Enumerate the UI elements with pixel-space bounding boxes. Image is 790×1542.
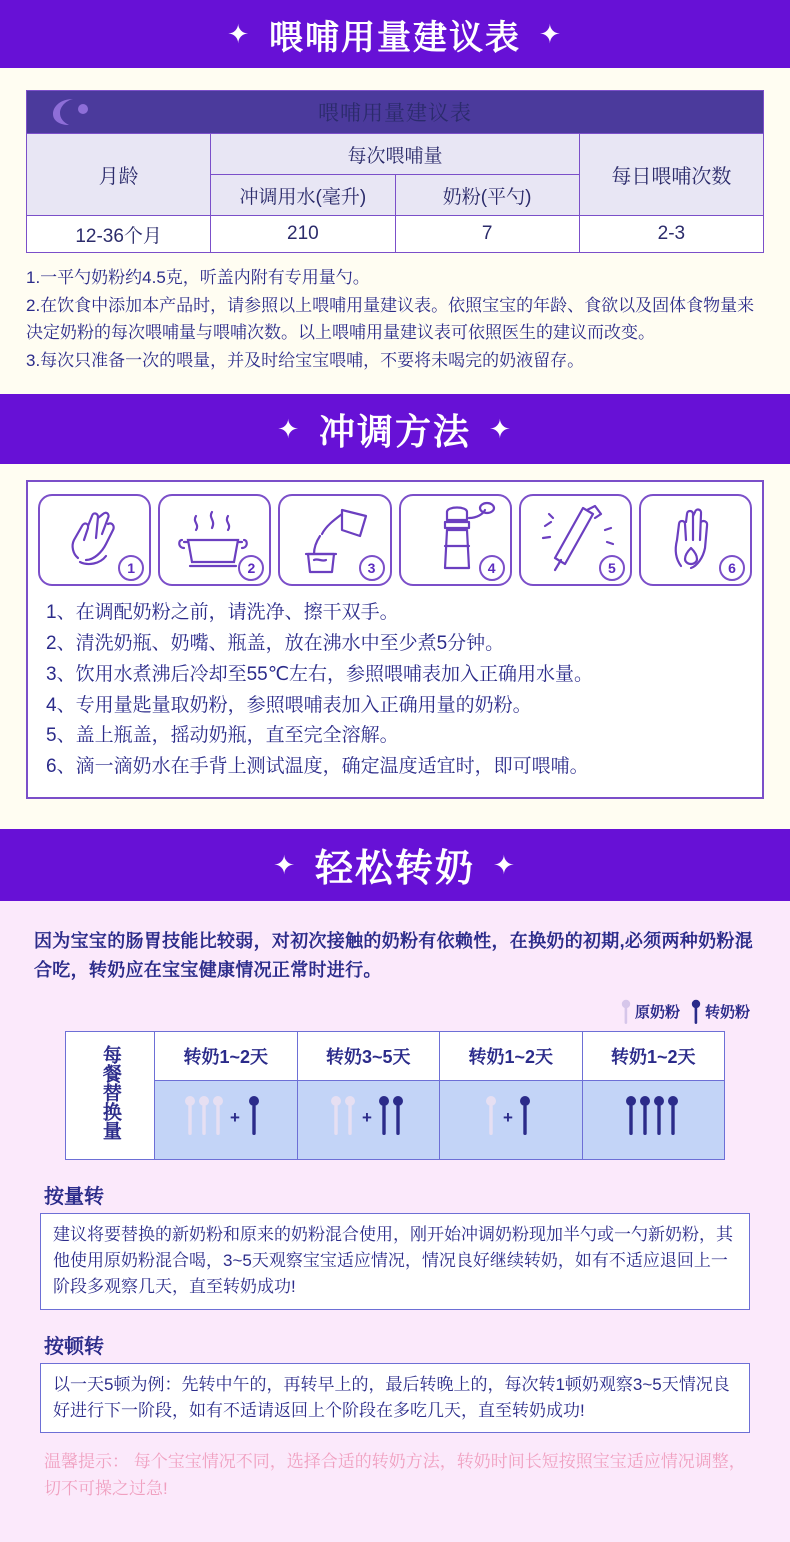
cell-times: 2-3: [579, 216, 763, 253]
step-number-5: 5: [599, 555, 625, 581]
table-row: [27, 216, 764, 253]
prep-step-4: 4、专用量匙量取奶粉，参照喂哺表加入正确用量的奶粉。: [46, 694, 532, 716]
step-cell-4: [399, 494, 512, 586]
by-meal-title: 按顿转: [44, 1335, 104, 1358]
svg-text:+: +: [502, 1108, 513, 1128]
cell-water: 210: [211, 216, 395, 253]
header-daily-times: 每日喂哺次数: [579, 134, 763, 216]
prep-step-5: 5、盖上瓶盖，摇动奶瓶，直至完全溶解。: [46, 725, 399, 747]
legend-old-label: 原奶粉: [634, 1004, 680, 1022]
step-number-6: 6: [719, 555, 745, 581]
table-title-text: 喂哺用量建议表: [318, 102, 472, 125]
note-2: 2.在饮食中添加本产品时，请参照以上喂哺用量建议表。依照宝宝的年龄、食欲以及固体食物量来决定奶粉的每次喂哺量与喂哺次数。以上喂哺用量建议表可依照医生的建议而改变。: [26, 296, 755, 342]
sparkle-left-icon: ✦: [227, 19, 251, 49]
header-powder: 奶粉(平勺): [395, 175, 579, 216]
stage-cell-1: [155, 1080, 298, 1159]
section-feeding-table: [0, 68, 790, 394]
note-3: 3.每次只准备一次的喂量，并及时给宝宝喂哺，不要将未喝完的奶液留存。: [26, 351, 585, 371]
prep-step-2: 2、清洗奶瓶、奶嘴、瓶盖，放在沸水中至少煮5分钟。: [46, 633, 505, 655]
preparation-steps-text: [38, 598, 752, 783]
legend-new-label: 转奶粉: [704, 1004, 750, 1022]
prep-step-6: 6、滴一滴奶水在手背上测试温度，确定温度适宜时，即可喂哺。: [46, 756, 589, 778]
step-cell-6: [639, 494, 752, 586]
preparation-icons-row: [38, 494, 752, 586]
table-title-cell: [27, 91, 764, 134]
banner-easy-switch: [0, 829, 790, 901]
stage-header-4: 转奶1~2天: [582, 1031, 725, 1080]
sparkle-right-icon: ✦: [493, 849, 517, 880]
stage-1-scoops: [166, 1089, 286, 1145]
step-number-2: 2: [238, 555, 264, 581]
note-1: 1.一平勺奶粉约4.5克，听盖内附有专用量勺。: [26, 268, 370, 287]
by-meal-text: 以一天5顿为例：先转中午的，再转早上的，最后转晚上的，每次转1顿奶观察3~5天情况良好进行下一阶段，如有不适请返回上个阶段在多吃几天，直至转奶成功!: [40, 1363, 750, 1434]
step-cell-1: [38, 494, 151, 586]
stage-header-3: 转奶1~2天: [440, 1031, 583, 1080]
stage-4-scoops: [593, 1089, 713, 1145]
stage-header-2: 转奶3~5天: [297, 1031, 440, 1080]
svg-text:+: +: [362, 1108, 373, 1128]
sparkle-left-icon: ✦: [273, 849, 297, 880]
stage-cell-2: [297, 1080, 440, 1159]
banner-feeding-table-title: 喂哺用量建议表: [269, 18, 521, 57]
banner-easy-switch-title: 轻松转奶: [314, 848, 475, 891]
by-amount-text: 建议将要替换的新奶粉和原来的奶粉混合使用，刚开始冲调奶粉现加半勺或一勺新奶粉，其他使用原奶粉混合喝，3~5天观察宝宝适应情况，情况良好继续转奶，如有不适应退回上一阶段多观察几天，直至转奶成功!: [40, 1213, 750, 1310]
cell-powder: 7: [395, 216, 579, 253]
legend-new-powder: [690, 999, 750, 1025]
stage-3-scoops: [451, 1089, 571, 1145]
sparkle-right-icon: ✦: [489, 414, 513, 445]
switch-intro-text: 因为宝宝的肠胃技能比较弱，对初次接触的奶粉有依赖性，在换奶的初期,必须两种奶粉混合吃，转奶应在宝宝健康情况正常时进行。: [34, 930, 753, 980]
switch-side-label: [66, 1031, 155, 1159]
switch-legend: [30, 999, 750, 1025]
svg-text:+: +: [229, 1108, 240, 1128]
old-powder-scoop-icon: [620, 999, 632, 1025]
preparation-steps-box: [26, 480, 764, 799]
sparkle-left-icon: ✦: [277, 414, 301, 445]
legend-old-powder: [620, 999, 680, 1025]
prep-step-1: 1、在调配奶粉之前，请洗净、擦干双手。: [46, 602, 399, 624]
stage-cell-3: [440, 1080, 583, 1159]
step-number-3: 3: [359, 555, 385, 581]
feeding-notes: [26, 265, 764, 374]
header-each-feed: 每次喂哺量: [211, 134, 580, 175]
new-powder-scoop-icon: [690, 999, 702, 1025]
stage-cell-4: [582, 1080, 725, 1159]
moon-star-icon: [39, 95, 97, 127]
switch-side-label-text: 每餐替换量: [99, 1044, 121, 1140]
stage-header-1: 转奶1~2天: [155, 1031, 298, 1080]
header-month: 月龄: [27, 134, 211, 216]
feeding-amount-table: [26, 90, 764, 253]
by-amount-title: 按量转: [44, 1185, 104, 1208]
section-easy-switch: [0, 901, 790, 1542]
banner-preparation-method: [0, 394, 790, 464]
step-number-1: 1: [118, 555, 144, 581]
step-cell-3: [278, 494, 391, 586]
cell-month: 12-36个月: [27, 216, 211, 253]
step-cell-5: [519, 494, 632, 586]
warm-tip-text: 温馨提示： 每个宝宝情况不同，选择合适的转奶方法，转奶时间长短按照宝宝适应情况调整，切不可操之过急!: [44, 1452, 746, 1498]
step-number-4: 4: [479, 555, 505, 581]
sparkle-right-icon: ✦: [539, 19, 563, 49]
stage-2-scoops: [308, 1089, 428, 1145]
switch-stages-table: [65, 1031, 725, 1160]
prep-step-3: 3、饮用水煮沸后冷却至55℃左右，参照喂哺表加入正确用水量。: [46, 663, 594, 685]
header-water: 冲调用水(毫升): [211, 175, 395, 216]
banner-feeding-table: [0, 0, 790, 68]
section-preparation-method: [0, 464, 790, 829]
step-cell-2: [158, 494, 271, 586]
banner-preparation-title: 冲调方法: [318, 410, 471, 452]
